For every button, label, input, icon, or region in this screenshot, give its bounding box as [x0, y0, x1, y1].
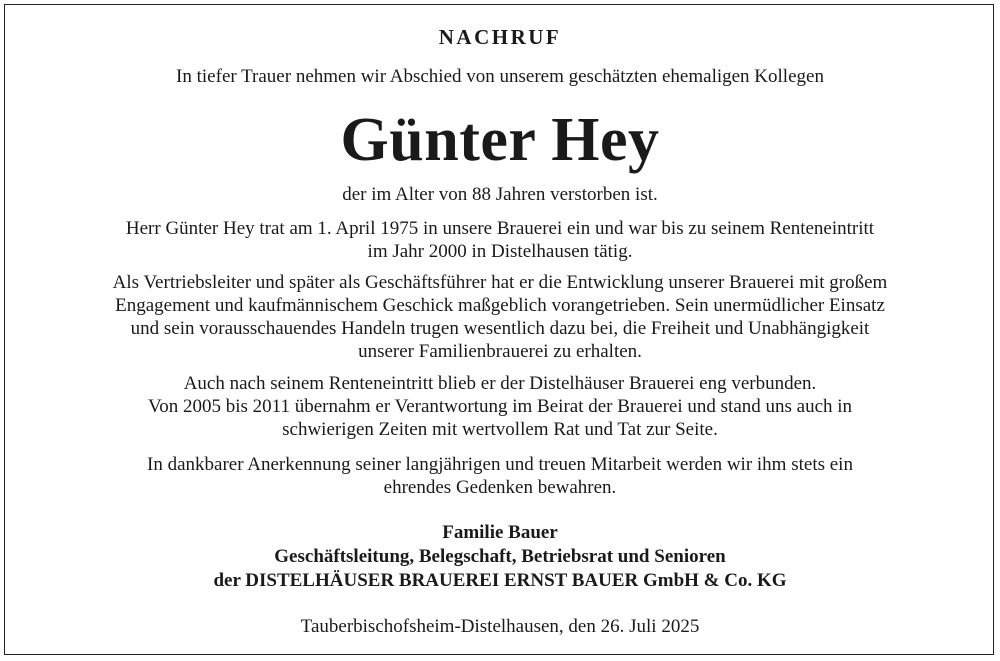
paragraph-line: Auch nach seinem Renteneintritt blieb er der Distelhäuser Brauerei eng verbunden.: [183, 373, 817, 394]
paragraph-line: im Jahr 2000 in Distelhausen tätig.: [367, 241, 633, 262]
paragraph-line: ehrendes Gedenken bewahren.: [383, 477, 617, 498]
place-and-date: Tauberbischofsheim-Distelhausen, den 26. Juli 2025: [300, 616, 700, 637]
paragraph-line: Von 2005 bis 2011 übernahm er Verantwortung im Beirat der Brauerei und stand uns auch in: [147, 396, 853, 417]
paragraph-line: Herr Günter Hey trat am 1. April 1975 in unsere Brauerei ein und war bis zu seinem Renteneintritt: [125, 218, 875, 239]
paragraph-career-start: [50, 217, 950, 263]
paragraph-gratitude: [50, 453, 950, 499]
paragraph-line: In dankbarer Anerkennung seiner langjährigen und treuen Mitarbeit werden wir ihm stets ein: [147, 454, 853, 475]
paragraph-retirement: [50, 372, 950, 441]
paragraph-career-role: [50, 271, 950, 363]
paragraph-line: Engagement und kaufmännischem Geschick maßgeblich vorangetrieben. Sein unermüdlicher Einsatz: [115, 295, 885, 316]
age-text: der im Alter von 88 Jahren verstorben ist.: [342, 184, 658, 205]
signature-company: der DISTELHÄUSER BRAUEREI ERNST BAUER GmbH & Co. KG: [213, 570, 787, 591]
paragraph-line: Als Vertriebsleiter und später als Geschäftsführer hat er die Entwicklung unserer Brauerei mit großem: [112, 272, 888, 293]
paragraph-line: und sein vorausschauendes Handeln trugen wesentlich dazu bei, die Freiheit und Unabhängigkeit: [130, 318, 870, 339]
paragraph-line: unserer Familienbrauerei zu erhalten.: [358, 341, 642, 362]
signature-family: Familie Bauer: [442, 522, 558, 543]
deceased-name: Günter Hey: [340, 106, 660, 174]
paragraph-line: schwierigen Zeiten mit wertvollem Rat und Tat zur Seite.: [282, 419, 718, 440]
signature-staff: Geschäftsleitung, Belegschaft, Betriebsrat und Senioren: [274, 546, 726, 567]
notice-heading: NACHRUF: [438, 25, 562, 49]
intro-text: In tiefer Trauer nehmen wir Abschied von unserem geschätzten ehemaligen Kollegen: [176, 66, 824, 87]
